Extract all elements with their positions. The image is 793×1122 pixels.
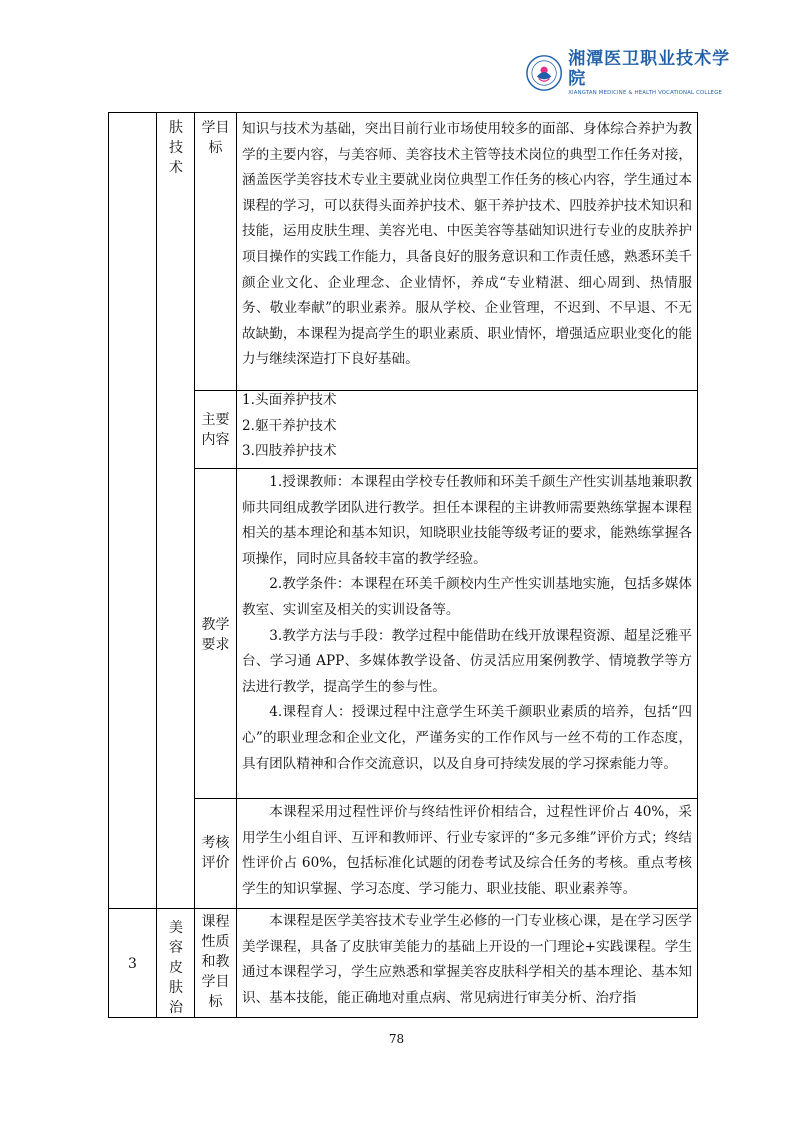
course-name-char: 皮: [169, 960, 183, 976]
nature-paragraph: 本课程是医学美容技术专业学生必修的一门专业核心课，是在学习医学美学课程，具备了皮肤审美能力的基础上开设的一门理论+实践课程。学生通过本课程学习，学生应熟悉和掌握美容皮肤科学相关的基本理论、基本知识、基本技能，能正确地对重点病、常见病进行审美分析、治疗指: [242, 913, 692, 1006]
course-name-char: 术: [169, 160, 183, 176]
assessment-text: [242, 800, 692, 902]
college-logo: [526, 49, 731, 96]
label-line: 标: [208, 994, 223, 1010]
requirement-paragraph: 3.教学方法与手段：教学过程中能借助在线开放课程资源、超星泛雅平台、学习通 APP、多媒体教学设备、仿灵活应用案例教学、情境教学等方法进行教学，提高学生的参与性。: [242, 627, 692, 695]
assessment-paragraph: 本课程采用过程性评价与终结性评价相结合，过程性评价占 40%，采用学生小组自评、互评和教师评、行业专家评的“多元多维”评价方式；终结性评价占 60%，包括标准化试题的闭卷考试及综合任务的考核。重点考核学生的知识掌握、学习态度、学习能力、职业技能、职业素养等。: [242, 804, 692, 897]
label-line: 课程: [201, 914, 230, 930]
row-index: 3: [128, 956, 137, 972]
objective-label: [195, 118, 236, 158]
course-name-char: 技: [169, 140, 183, 156]
teaching-requirements-text: [242, 470, 692, 777]
label-line: 和教: [201, 954, 230, 970]
label-line: 主要: [201, 412, 230, 428]
main-content-label: [195, 410, 236, 450]
objective-paragraph: 知识与技术为基础，突出目前行业市场使用较多的面部、身体综合养护为教学的主要内容，与美容师、美容技术主管等技术岗位的典型工作任务对接，涵盖医学美容技术专业主要就业岗位典型工作任务的核心内容，学生通过本课程的学习，可以获得头面养护技术、躯干养护技术、四肢养护技术知识和技能，运用皮肤生理、美容光电、中医美容等基础知识进行专业的皮肤养护项目操作的实践工作能力，具备良好的服务意识和工作责任感，熟悉环美千颜企业文化、企业理念、企业情怀，养成“专业精湛、细心周到、热情服务、敬业奉献”的职业素养。服从学校、企业管理，不迟到、不早退、不无故缺勤，本课程为提高学生的职业素质、职业情怀，增强适应职业变化的能力与继续深造打下良好基础。: [242, 121, 692, 368]
label-line: 评价: [201, 855, 230, 871]
requirement-paragraph: 4.课程育人：授课过程中注意学生环美千颜职业素质的培养，包括“四心”的职业理念和企业文化，严谨务实的工作作风与一丝不苟的工作态度，具有团队精神和合作交流意识，以及自身可持续发展的学习探索能力等。: [242, 704, 692, 772]
requirement-paragraph: 1.授课教师：本课程由学校专任教师和环美千颜生产性实训基地兼职教师共同组成教学团队进行教学。担任本课程的主讲教师需要熟练掌握本课程相关的基本理论和基本知识，知晓职业技能等级考证的要求，能熟练掌握各项操作，同时应具备较丰富的教学经验。: [242, 474, 692, 567]
course-name-char: 治: [169, 1000, 183, 1016]
teaching-requirements-label: [195, 615, 236, 655]
label-line: 性质: [201, 934, 230, 950]
main-content-list: [242, 388, 692, 465]
list-item: 1.头面养护技术: [242, 392, 337, 408]
nature-label: [195, 912, 236, 1012]
label-line: 学目: [201, 120, 230, 136]
label-line: 考核: [201, 835, 230, 851]
course-name-char: 肤: [169, 120, 183, 136]
requirement-paragraph: 2.教学条件：本课程在环美千颜校内生产性实训基地实施，包括多媒体教室、实训室及相关的实训设备等。: [242, 576, 692, 618]
label-line: 要求: [201, 637, 230, 653]
course-name-char: 容: [169, 940, 183, 956]
page-number: 78: [388, 1032, 405, 1046]
objective-text: [242, 117, 692, 373]
college-name-en: XIANGTAN MEDICINE & HEALTH VOCATIONAL COLLEGE: [568, 90, 723, 96]
label-line: 学目: [201, 974, 230, 990]
nature-text: [242, 909, 692, 1011]
label-line: 教学: [201, 617, 230, 633]
label-line: 内容: [201, 432, 230, 448]
list-item: 3.四肢养护技术: [242, 443, 337, 460]
list-item: 2.躯干养护技术: [242, 417, 337, 434]
course-name-char: 美: [169, 920, 183, 936]
course-name: [165, 918, 187, 1018]
assessment-label: [195, 833, 236, 873]
label-line: 标: [208, 140, 223, 156]
course-name-tail: [165, 118, 187, 178]
college-name-cn: 湘潭医卫职业技术学院: [568, 49, 731, 89]
course-name-char: 肤: [169, 980, 183, 996]
college-seal-icon: [526, 53, 562, 93]
